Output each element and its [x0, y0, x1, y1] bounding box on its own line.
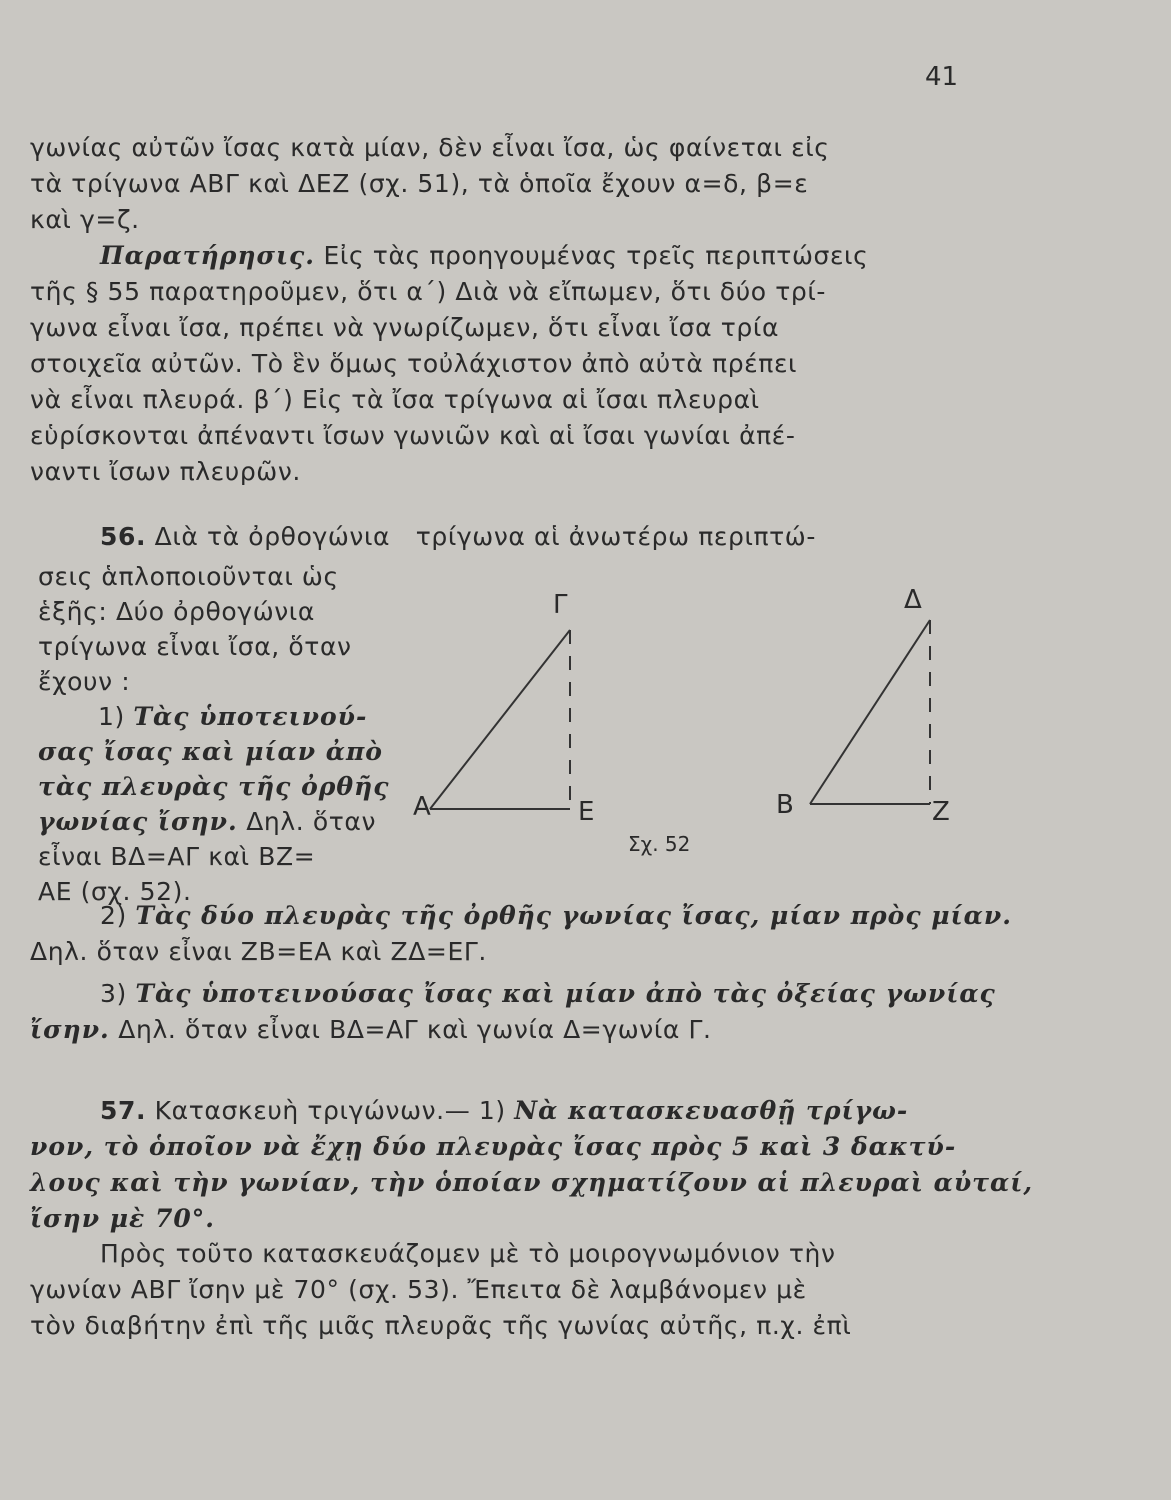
- page-number: 41: [925, 62, 959, 92]
- text-line: γωνίαν ΑΒΓ ἴσην μὲ 70° (σχ. 53). Ἔπειτα δὲ λαμβάνομεν μὲ: [30, 1275, 807, 1304]
- text-line: νον, τὸ ὁποῖον νὰ ἔχῃ δύο πλευρὰς ἴσας πρὸς 5 καὶ 3 δακτύ-: [30, 1132, 957, 1161]
- case-1-line: γωνίας ἴσην. Δηλ. ὅταν: [38, 807, 377, 836]
- remark-title: Παρατήρησις.: [100, 241, 315, 270]
- text-line: λους καὶ τὴν γωνίαν, τὴν ὁποίαν σχηματίζουν αἱ πλευραὶ αὐταί,: [30, 1168, 1034, 1197]
- text-line: σεις ἁπλοποιοῦνται ὡς: [38, 562, 339, 591]
- section-57-body: [30, 1236, 970, 1344]
- figure-52: [400, 575, 960, 835]
- intro-paragraph: [30, 130, 970, 238]
- vertex-label-b: Β: [776, 790, 794, 820]
- case-3-paragraph: [30, 976, 996, 1048]
- text-line: καὶ γ=ζ.: [30, 205, 140, 234]
- text-line: 2) Τὰς δύο πλευρὰς τῆς ὀρθῆς γωνίας ἴσας, μίαν πρὸς μίαν.: [100, 901, 1012, 930]
- section-56-heading: 56. Διὰ τὰ ὀρθογώνια τρίγωνα αἱ ἀνωτέρω περιπτώ-: [100, 522, 816, 551]
- text-line: τρίγωνα εἶναι ἴσα, ὅταν: [38, 632, 352, 661]
- section-56-left-column: [38, 559, 398, 909]
- text-line: στοιχεῖα αὐτῶν. Τὸ ἓν ὅμως τοὐλάχιστον ἀπὸ αὐτὰ πρέπει: [30, 349, 798, 378]
- text-line: ΑΕ (σχ. 52).: [38, 877, 192, 906]
- text-line: ἴσην. Δηλ. ὅταν εἶναι ΒΔ=ΑΓ καὶ γωνία Δ=γωνία Γ.: [30, 1015, 712, 1044]
- vertex-label-z: Ζ: [932, 797, 950, 827]
- text-line: γωνα εἶναι ἴσα, πρέπει νὰ γνωρίζωμεν, ὅτι εἶναι ἴσα τρία: [30, 313, 780, 342]
- text-line: ἴσην μὲ 70°.: [30, 1204, 215, 1233]
- text-line: ναντι ἴσων πλευρῶν.: [30, 457, 301, 486]
- text-line: Παρατήρησις. Εἰς τὰς προηγουμένας τρεῖς περιπτώσεις: [100, 241, 869, 270]
- text-line: τὰ τρίγωνα ΑΒΓ καὶ ΔΕΖ (σχ. 51), τὰ ὁποῖα ἔχουν α=δ, β=ε: [30, 169, 809, 198]
- text-line: Δηλ. ὅταν εἶναι ΖΒ=ΕΑ καὶ ΖΔ=ΕΓ.: [30, 937, 487, 966]
- section-57-heading: 57. Κατασκευὴ τριγώνων.— 1) Νὰ κατασκευασθῇ τρίγω-: [100, 1096, 909, 1125]
- figure-caption: Σχ. 52: [628, 832, 691, 856]
- remark-paragraph: [30, 238, 970, 490]
- text-line: ἑξῆς: Δύο ὀρθογώνια: [38, 597, 315, 626]
- triangle-2-hypotenuse: [810, 620, 930, 804]
- text-line: Πρὸς τοῦτο κατασκευάζομεν μὲ τὸ μοιρογνωμόνιον τὴν: [100, 1239, 836, 1268]
- case-1-line: σας ἴσας καὶ μίαν ἀπὸ: [38, 737, 383, 766]
- triangle-1-hypotenuse: [430, 630, 570, 809]
- section-57-paragraph: [30, 1093, 1034, 1237]
- text-line: νὰ εἶναι πλευρά. β΄) Εἰς τὰ ἴσα τρίγωνα αἱ ἴσαι πλευραὶ: [30, 385, 760, 414]
- vertex-label-d: Δ: [904, 585, 922, 615]
- text-line: τὸν διαβήτην ἐπὶ τῆς μιᾶς πλευρᾶς τῆς γωνίας αὐτῆς, π.χ. ἐπὶ: [30, 1311, 852, 1340]
- text-line: εὑρίσκονται ἀπέναντι ἴσων γωνιῶν καὶ αἱ ἴσαι γωνίαι ἀπέ-: [30, 421, 796, 450]
- text-line: γωνίας αὐτῶν ἴσας κατὰ μίαν, δὲν εἶναι ἴσα, ὡς φαίνεται εἰς: [30, 133, 830, 162]
- text-line: εἶναι ΒΔ=ΑΓ καὶ ΒΖ=: [38, 842, 316, 871]
- case-1-line: 1) Τὰς ὑποτεινού-: [98, 702, 368, 731]
- vertex-label-e: Ε: [578, 797, 595, 827]
- text-line: 3) Τὰς ὑποτεινούσας ἴσας καὶ μίαν ἀπὸ τὰς ὀξείας γωνίας: [100, 979, 996, 1008]
- vertex-label-a: Α: [413, 792, 431, 822]
- text-line: τῆς § 55 παρατηροῦμεν, ὅτι α΄) Διὰ νὰ εἴπωμεν, ὅτι δύο τρί-: [30, 277, 827, 306]
- case-1-line: τὰς πλευρὰς τῆς ὀρθῆς: [38, 772, 390, 801]
- text-line: ἔχουν :: [38, 667, 131, 696]
- case-2-paragraph: [30, 898, 1012, 970]
- vertex-label-g: Γ: [553, 590, 568, 620]
